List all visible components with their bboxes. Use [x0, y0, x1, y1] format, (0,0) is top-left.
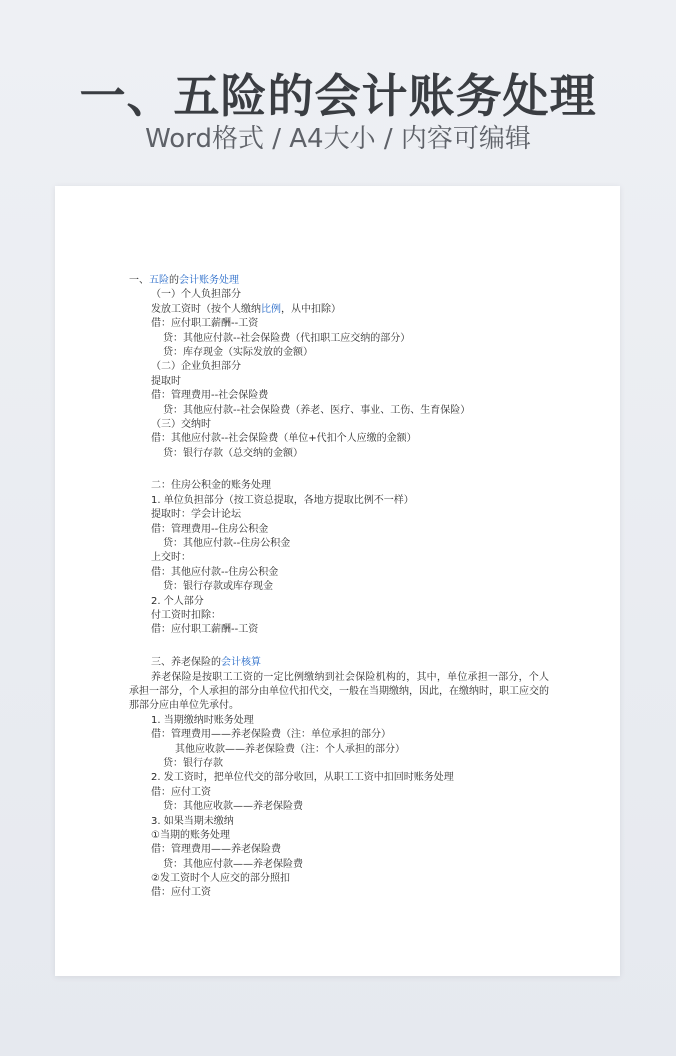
doc-line: 2. 个人部分: [151, 595, 204, 607]
spacer: [129, 638, 549, 656]
document-page: [55, 186, 620, 976]
doc-line: 2. 发工资时，把单位代交的部分收回，从职工工资中扣回时账务处理: [151, 772, 454, 784]
doc-line: （三）交纳时: [151, 418, 211, 430]
doc-line: 贷：其他应付款——养老保险费: [163, 858, 303, 870]
spacer: [129, 461, 549, 479]
doc-line: 借：应付职工薪酬--工资: [151, 318, 259, 330]
doc-line: （一）个人负担部分: [151, 289, 241, 301]
doc-line: 3. 如果当期未缴纳: [151, 815, 234, 827]
doc-line: 借：应付职工薪酬--工资: [151, 624, 259, 636]
link-ratio[interactable]: 比例: [261, 303, 281, 315]
doc-line: 贷：库存现金（实际发放的金额）: [163, 346, 313, 358]
text: 三、养老保险的: [151, 657, 221, 669]
doc-line: 借：应付工资: [151, 887, 211, 899]
doc-line: 借：应付工资: [151, 786, 211, 798]
doc-line: 借：其他应付款--住房公积金: [151, 566, 279, 578]
doc-line: ②发工资时个人应交的部分照扣: [151, 873, 290, 885]
link-wuxian[interactable]: 五险: [149, 275, 169, 286]
doc-line: 付工资时扣除：: [151, 609, 221, 621]
heading-mid: 的: [169, 275, 179, 286]
doc-line: 提取时: [151, 375, 181, 387]
doc-line: 贷：其他应付款--社会保险费（养老、医疗、事业、工伤、生育保险）: [163, 404, 471, 416]
doc-line: 贷：银行存款或库存现金: [163, 581, 273, 593]
doc-line: 借：管理费用--社会保险费: [151, 390, 269, 402]
doc-line: 1. 单位负担部分（按工资总提取，各地方提取比例不一样）: [151, 494, 414, 506]
doc-line: 贷：银行存款: [163, 757, 223, 769]
doc-heading: [129, 274, 549, 288]
link-accounting-calc[interactable]: 会计核算: [221, 657, 261, 669]
doc-line: 贷：银行存款（总交纳的金额）: [163, 447, 303, 459]
document-body: [129, 274, 549, 901]
text: ，从中扣除）: [281, 303, 341, 315]
page-title: 一、五险的会计账务处理: [79, 69, 597, 123]
doc-line: 其他应收款——养老保险费（注：个人承担的部分）: [175, 743, 405, 755]
doc-line: 借：管理费用——养老保险费（注：单位承担的部分）: [151, 729, 391, 741]
doc-line: 借：管理费用——养老保险费: [151, 844, 281, 856]
doc-line: 提取时：学会计论坛: [151, 509, 241, 521]
doc-line: 贷：其他应付款--住房公积金: [163, 538, 291, 550]
doc-paragraph: 养老保险是按职工工资的一定比例缴纳到社会保险机构的，其中，单位承担一部分，个人承担一部分，个人承担的部分由单位代扣代交，一般在当期缴纳，因此，在缴纳时，职工应交的那部分应由单位先承付。: [129, 671, 549, 712]
text: 发放工资时（按个人缴纳: [151, 303, 261, 315]
doc-line: 贷：其他应付款--社会保险费（代扣职工应交纳的部分）: [163, 332, 411, 344]
doc-line: 借：其他应付款--社会保险费（单位+代扣个人应缴的金额）: [151, 433, 417, 445]
doc-line: 贷：其他应收款——养老保险费: [163, 801, 303, 813]
doc-line: [129, 656, 549, 670]
page-subtitle: Word格式 / A4大小 / 内容可编辑: [145, 124, 531, 154]
doc-line: [129, 303, 549, 317]
doc-line: ①当期的账务处理: [151, 829, 230, 841]
doc-line: 借：管理费用--住房公积金: [151, 523, 269, 535]
link-accounting-treatment[interactable]: 会计账务处理: [179, 275, 239, 286]
doc-line: 1. 当期缴纳时账务处理: [151, 714, 254, 726]
heading-prefix: 一、: [129, 275, 149, 286]
doc-line: （二）企业负担部分: [151, 361, 241, 373]
doc-line: 二：住房公积金的账务处理: [151, 480, 271, 492]
doc-line: 上交时：: [151, 552, 191, 564]
